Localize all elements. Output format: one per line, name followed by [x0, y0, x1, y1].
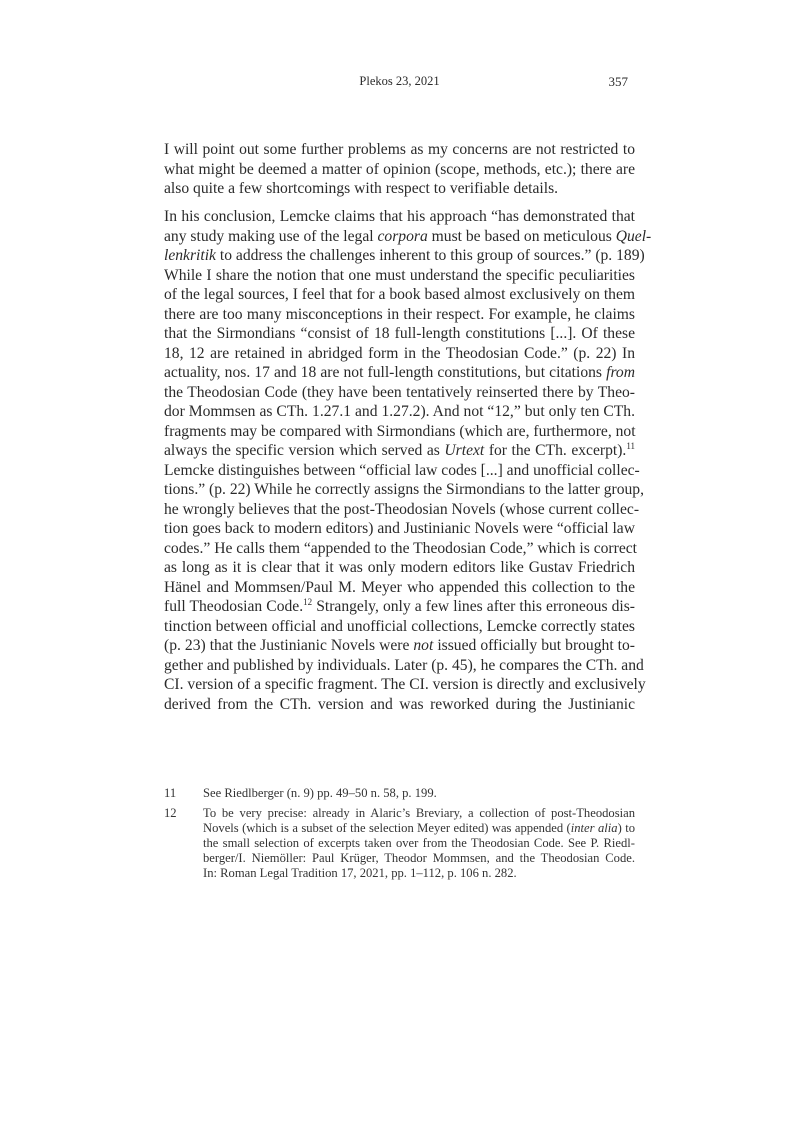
text-line — [164, 140, 635, 160]
text-line — [164, 441, 635, 461]
text-line — [164, 597, 635, 617]
text-line — [164, 558, 635, 578]
text-line — [164, 179, 635, 199]
italic-text: corpora — [377, 227, 428, 245]
text-line — [203, 786, 635, 801]
text-segment: I will point out some further problems as my concerns are not restricted to — [164, 141, 635, 158]
text-segment: always the specific version which served as — [164, 442, 445, 459]
footnote — [164, 786, 635, 801]
text-line — [164, 539, 635, 559]
text-line — [203, 821, 635, 836]
text-line — [164, 246, 645, 266]
text-segment: Novels (which is a subset of the selection Meyer edited) was appended ( — [203, 821, 571, 835]
text-segment: To be very precise: already in Alaric’s Breviary, a collection of post-Theodosian — [203, 806, 635, 820]
text-line — [164, 305, 635, 325]
footnote — [164, 806, 635, 881]
text-segment: the Theodosian Code (they have been tentatively reinserted there by Theo- — [164, 383, 635, 401]
text-segment: Strangely, only a few lines after this erroneous dis- — [312, 598, 635, 615]
text-segment: 18, 12 are retained in abridged form in the Theodosian Code.” (p. 22) In — [164, 344, 635, 362]
text-segment: ) to — [617, 821, 635, 835]
text-line — [164, 500, 640, 520]
footnotes — [164, 786, 635, 886]
text-line — [164, 695, 635, 715]
footnote-text — [203, 806, 635, 881]
text-segment: codes.” He calls them “appended to the Theodosian Code,” which is correct — [164, 539, 637, 557]
text-segment: tions.” (p. 22) While he correctly assigns the Sirmondians to the latter group, — [164, 481, 644, 498]
text-line — [164, 519, 635, 539]
text-segment: Lemcke distinguishes between “official law codes [...] and unofficial collec- — [164, 461, 640, 479]
paragraph — [164, 207, 652, 714]
text-line — [164, 160, 635, 180]
footnote-text — [203, 786, 635, 801]
text-segment: gether and published by individuals. Later (p. 45), he compares the CTh. and — [164, 656, 644, 674]
text-segment: In his conclusion, Lemcke claims that his approach “has demonstrated that — [164, 208, 635, 225]
text-segment: he wrongly believes that the post-Theodosian Novels (whose current collec- — [164, 500, 640, 518]
text-segment: berger/I. Niemöller: Paul Krüger, Theodor Mommsen, and the Theodosian Code. — [203, 851, 635, 865]
text-segment: tion goes back to modern editors) and Justinianic Novels were “official law — [164, 520, 635, 537]
text-line — [164, 675, 646, 695]
footnote-number: 12 — [164, 806, 177, 820]
text-line — [164, 402, 635, 422]
text-segment: In: Roman Legal Tradition 17, 2021, pp. 1–112, p. 106 n. 282. — [203, 866, 517, 880]
text-segment: actuality, nos. 17 and 18 are not full-length constitutions, but citations — [164, 364, 607, 381]
text-segment: that the Sirmondians “consist of 18 full-length constitutions [...]. Of these — [164, 325, 635, 342]
italic-text: lenkritik — [164, 247, 216, 264]
text-segment: issued officially but brought to- — [433, 637, 635, 654]
text-segment: tinction between official and unofficial collections, Lemcke correctly states — [164, 617, 635, 635]
text-segment: also quite a few shortcomings with respect to verifiable details. — [164, 180, 559, 197]
text-line — [164, 578, 635, 598]
italic-text: not — [413, 637, 434, 654]
footnote-reference[interactable]: 11 — [626, 441, 635, 451]
text-line — [164, 480, 644, 500]
text-segment: Hänel and Mommsen/Paul M. Meyer who appended this collection to the — [164, 578, 635, 596]
page-number: 357 — [608, 74, 628, 89]
paragraph — [164, 140, 635, 199]
text-line — [164, 207, 635, 227]
text-line — [164, 324, 635, 344]
italic-text: Quel- — [615, 227, 652, 245]
text-line — [164, 344, 635, 364]
running-header: Plekos 23, 2021 — [359, 74, 440, 88]
text-line — [203, 836, 635, 851]
text-segment: (p. 23) that the Justinianic Novels were — [164, 637, 414, 654]
text-segment: fragments may be compared with Sirmondians (which are, furthermore, not — [164, 422, 636, 440]
text-line — [203, 866, 635, 881]
text-segment: See Riedlberger (n. 9) pp. 49–50 n. 58, p. 199. — [203, 786, 437, 800]
text-segment: there are too many misconceptions in their respect. For example, he claims — [164, 305, 635, 323]
text-segment: of the legal sources, I feel that for a book based almost exclusively on them — [164, 286, 635, 303]
text-line — [164, 422, 635, 442]
text-segment: the small selection of excerpts taken over from the Theodosian Code. See P. Riedl- — [203, 836, 635, 850]
text-line — [203, 851, 635, 866]
text-line — [164, 266, 635, 286]
text-line — [164, 636, 635, 656]
text-line — [164, 656, 644, 676]
text-segment: CI. version of a specific fragment. The CI. version is directly and exclusively — [164, 676, 646, 693]
text-segment: any study making use of the legal — [164, 227, 378, 245]
text-segment: for the CTh. excerpt). — [484, 442, 627, 459]
text-line — [203, 806, 635, 821]
body-text — [164, 140, 652, 714]
text-segment: what might be deemed a matter of opinion (scope, methods, etc.); there are — [164, 160, 635, 178]
text-segment: dor Mommsen as CTh. 1.27.1 and 1.27.2). And not “12,” but only ten CTh. — [164, 403, 635, 420]
italic-text: from — [606, 364, 635, 381]
text-line — [164, 227, 652, 247]
italic-text: inter alia — [570, 821, 618, 835]
text-segment: must be based on meticulous — [427, 227, 616, 245]
text-segment: derived from the CTh. version and was reworked during the Justinianic — [164, 695, 635, 713]
text-line — [164, 285, 635, 305]
text-line — [164, 383, 635, 403]
footnote-reference[interactable]: 12 — [303, 597, 313, 607]
text-segment: While I share the notion that one must understand the specific peculiarities — [164, 266, 635, 284]
text-line — [164, 617, 635, 637]
footnote-number: 11 — [164, 786, 177, 800]
text-segment: as long as it is clear that it was only modern editors like Gustav Friedrich — [164, 559, 635, 576]
text-line — [164, 461, 640, 481]
text-line — [164, 363, 635, 383]
italic-text: Urtext — [444, 442, 485, 459]
text-segment: to address the challenges inherent to this group of sources.” (p. 189) — [215, 247, 645, 264]
text-segment: full Theodosian Code. — [164, 598, 304, 615]
